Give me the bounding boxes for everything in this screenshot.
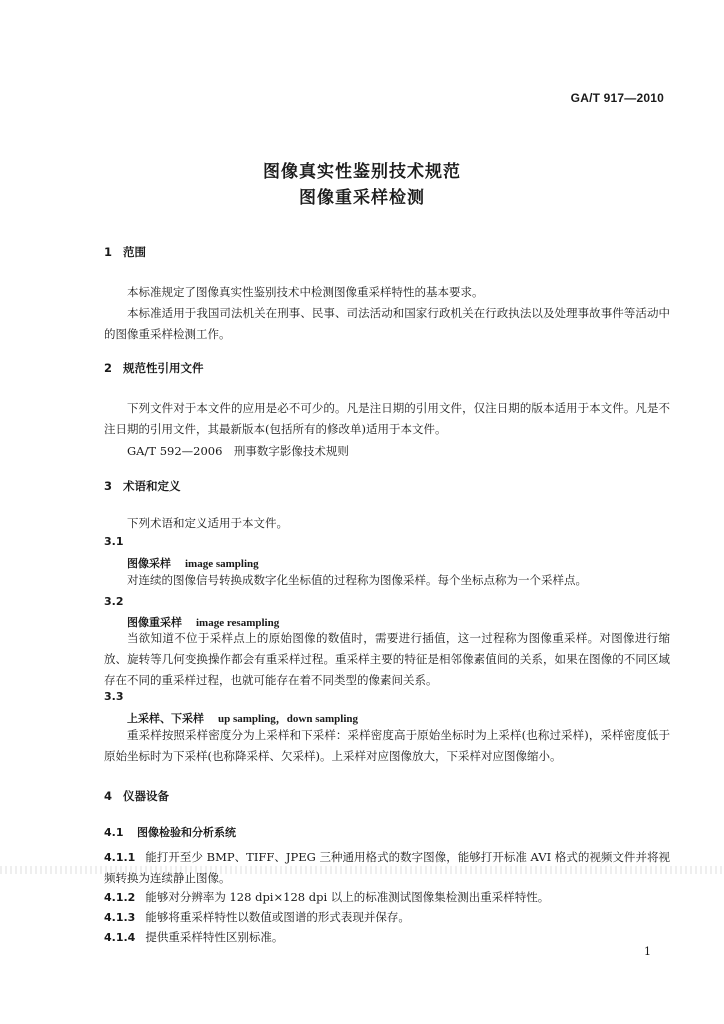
item-text: 能够对分辨率为 128 dpi×128 dpi 以上的标准测试图像集检测出重采样特性。 xyxy=(145,890,550,904)
clause-3-3-number: 3.3 xyxy=(104,690,124,703)
item-text: 能够将重采样特性以数值或图谱的形式表现并保存。 xyxy=(145,910,410,924)
item-4-1-4 xyxy=(104,927,670,948)
section-title: 范围 xyxy=(123,245,146,259)
section-3-heading xyxy=(104,478,181,494)
section-3-intro: 下列术语和定义适用于本文件。 xyxy=(127,516,288,530)
normative-reference: GA/T 592—2006 刑事数字影像技术规则 xyxy=(127,444,349,458)
section-2-paragraph-1: 下列文件对于本文件的应用是必不可少的。凡是注日期的引用文件，仅注日期的版本适用于本文件。凡是不注日期的引用文件，其最新版本(包括所有的修改单)适用于本文件。 xyxy=(104,401,670,436)
section-4-heading xyxy=(104,788,169,804)
item-number: 4.1.3 xyxy=(104,911,136,924)
section-title: 仪器设备 xyxy=(123,789,169,803)
term-cn: 图像重采样 xyxy=(127,616,182,629)
item-text: 提供重采样特性区别标准。 xyxy=(145,930,284,944)
item-4-1-3 xyxy=(104,907,670,928)
section-2-heading xyxy=(104,360,204,376)
section-1-paragraph-1: 本标准规定了图像真实性鉴别技术中检测图像重采样特性的基本要求。 xyxy=(127,285,484,299)
section-number: 1 xyxy=(104,245,113,259)
term-cn: 图像采样 xyxy=(127,557,171,570)
term-en: up sampling，down sampling xyxy=(218,713,358,725)
clause-3-1-number: 3.1 xyxy=(104,535,124,548)
clause-title: 图像检验和分析系统 xyxy=(137,826,236,839)
item-number: 4.1.4 xyxy=(104,931,136,944)
clause-number: 4.1 xyxy=(104,826,124,839)
clause-3-2-number: 3.2 xyxy=(104,595,124,608)
section-title: 术语和定义 xyxy=(123,479,181,493)
section-number: 3 xyxy=(104,479,113,493)
scan-streak-artifact xyxy=(0,866,724,874)
term-3-1-definition: 对连续的图像信号转换成数字化坐标值的过程称为图像采样。每个坐标点称为一个采样点。 xyxy=(127,573,587,587)
item-number: 4.1.1 xyxy=(104,851,136,864)
section-1-paragraph-2: 本标准适用于我国司法机关在刑事、民事、司法活动和国家行政机关在行政执法以及处理事故事件等活动中的图像重采样检测工作。 xyxy=(104,306,670,341)
clause-4-1-heading xyxy=(104,824,236,840)
section-number: 4 xyxy=(104,789,113,803)
section-title: 规范性引用文件 xyxy=(123,361,204,375)
item-text: 能打开至少 BMP、TIFF、JPEG 三种通用格式的数字图像，能够打开标准 AVI 格式的视频文件并将视频转换为连续静止图像。 xyxy=(104,850,670,885)
item-4-1-2 xyxy=(104,887,670,908)
document-subtitle: 图像重采样检测 xyxy=(299,188,425,208)
standard-number: GA/T 917—2010 xyxy=(570,91,664,105)
term-3-3 xyxy=(127,710,358,726)
term-cn: 上采样、下采样 xyxy=(127,712,204,725)
term-3-3-definition: 重采样按照采样密度分为上采样和下采样：采样密度高于原始坐标时为上采样(也称过采样)，采样密度低于原始坐标时为下采样(也称降采样、欠采样)。上采样对应图像放大，下采样对应图像缩小。 xyxy=(104,728,670,763)
document-title: 图像真实性鉴别技术规范 xyxy=(263,162,461,182)
term-3-2-definition: 当欲知道不位于采样点上的原始图像的数值时，需要进行插值，这一过程称为图像重采样。对图像进行缩放、旋转等几何变换操作都会有重采样过程。重采样主要的特征是相邻像素值间的关系，如果在图像的不同区域存在不同的重采样过程，也就可能存在着不同类型的像素间关系。 xyxy=(104,631,670,687)
page-number: 1 xyxy=(644,945,651,958)
item-number: 4.1.2 xyxy=(104,891,136,904)
section-number: 2 xyxy=(104,361,113,375)
term-en: image resampling xyxy=(196,617,280,629)
section-1-heading xyxy=(104,244,146,260)
term-en: image sampling xyxy=(185,558,259,570)
term-3-1 xyxy=(127,555,259,571)
